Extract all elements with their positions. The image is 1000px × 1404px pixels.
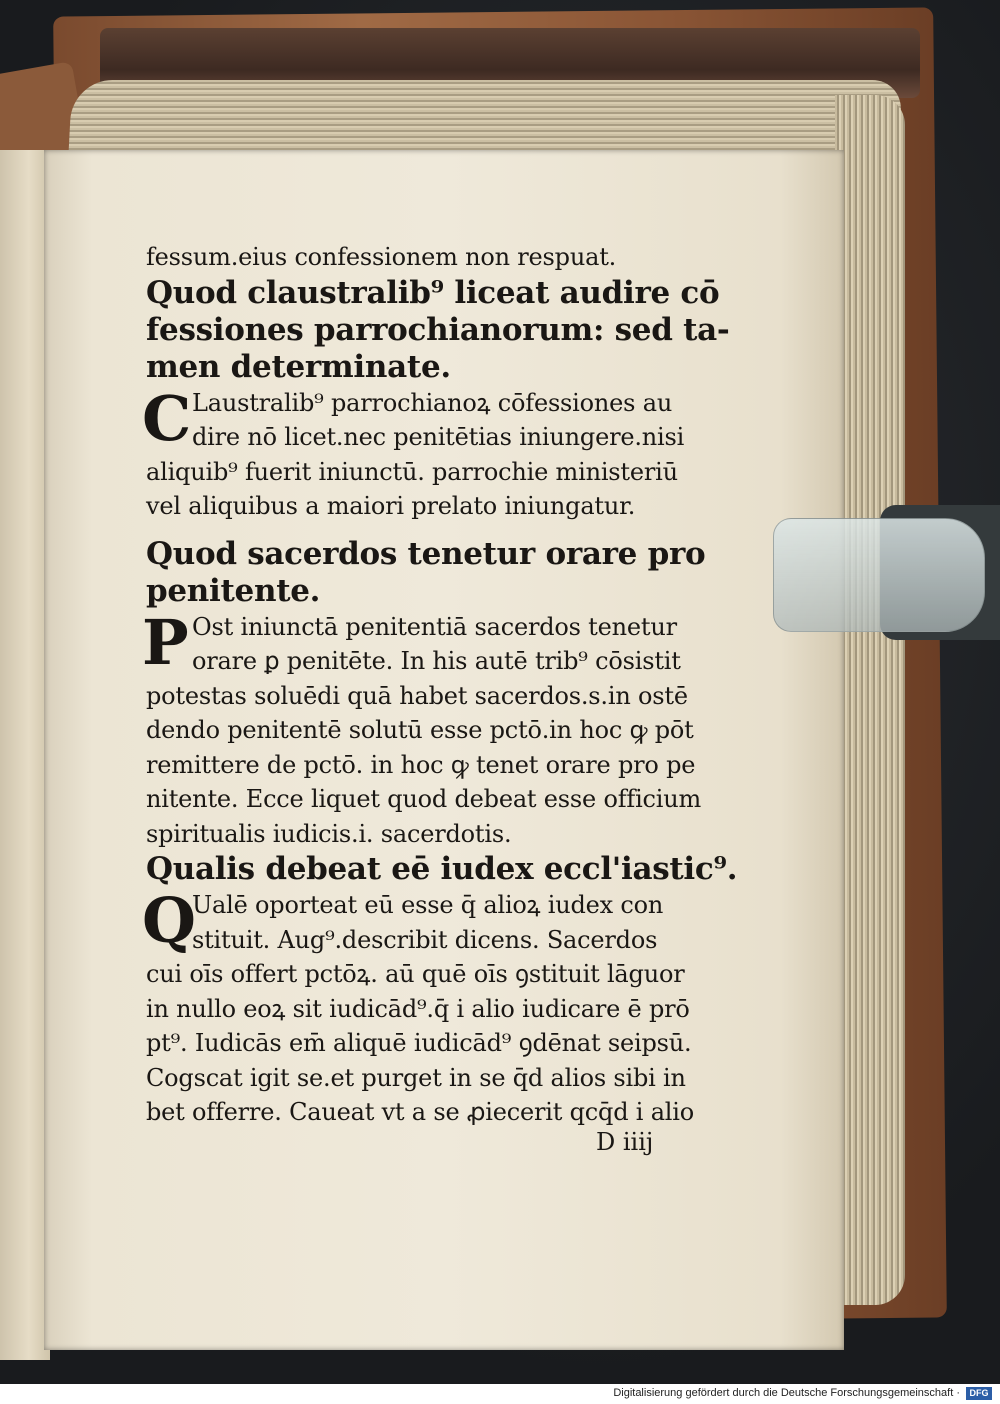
paragraph — [142, 605, 726, 852]
text-line: stituit. Aug⁹.describit dicens. Sacerdos — [192, 925, 658, 954]
page-edges-side — [835, 95, 905, 1305]
page-text — [142, 240, 738, 1130]
chapter-heading: Quod claustralib⁹ liceat audire cō — [146, 274, 720, 311]
chapter-heading: fessiones parrochianorum: sed ta- — [146, 311, 730, 348]
paragraph — [142, 884, 726, 1130]
text-line: vel aliquibus a maiori prelato iniungatur. — [146, 492, 636, 520]
text-line: bet offerre. Caueat vt a se ꝓiecerit qcq̄d i alio — [146, 1098, 695, 1126]
chapter-heading: Quod sacerdos tenetur orare pro — [146, 535, 706, 572]
left-page-sliver — [0, 150, 50, 1360]
text-line: fessum.eius confessionem non respuat. — [146, 243, 617, 271]
chapter-heading: Qualis debeat eē iudex eccl'iastic⁹. — [146, 851, 738, 887]
text-line: aliquib⁹ fuerit iniunctū. parrochie ministeriū — [146, 457, 678, 486]
footer-bar — [0, 1384, 1000, 1404]
text-line: orare ꝑ penitēte. In his autē trib⁹ cōsistit — [192, 647, 681, 675]
text-line: dendo penitentē solutū esse pctō.in hoc ꝙ pōt — [146, 716, 694, 744]
dfg-logo-icon: DFG — [966, 1387, 992, 1400]
signature-mark: D iiij — [596, 1128, 654, 1156]
initial-letter: C — [142, 381, 192, 455]
text-line: Cogscat igit se.et purget in se q̄d alios sibi in — [146, 1063, 686, 1092]
paragraph — [142, 381, 726, 524]
initial-letter: Q — [142, 884, 197, 957]
chapter-heading: penitente. — [146, 572, 321, 609]
text-line: in nullo eoꝝ sit iudicād⁹.q̄ i alio iudicare ē prō — [146, 994, 690, 1023]
text-line: potestas soluēdi quā habet sacerdos.s.in ostē — [146, 681, 688, 710]
text-line: remittere de pctō. in hoc ꝙ tenet orare pro pe — [146, 750, 696, 779]
text-line: pt⁹. Iudicās em̄ aliquē iudicād⁹ ꝯdēnat seipsū. — [146, 1029, 692, 1057]
chapter-heading: men determinate. — [146, 348, 451, 385]
text-line: Ualē oportеat eū esse q̄ alioꝝ iudex con — [192, 891, 664, 919]
bookmark-clip — [773, 518, 985, 632]
text-line: Ost iniunctā penitentiā sacerdos tenetur — [192, 612, 677, 641]
text-line: nitente. Ecce liquet quod debeat esse officium — [146, 785, 702, 813]
text-line: dire nō licet.nec penitētias iniungere.nisi — [192, 423, 685, 451]
text-line: cui oīs offert pctōꝝ. aū quē oīs ꝯstituit lāguor — [146, 960, 685, 988]
footer-credit: Digitalisierung gefördert durch die Deutsche Forschungsgemeinschaft · — [613, 1387, 960, 1399]
text-line: spiritualis iudicis.i. sacerdotis. — [146, 819, 512, 848]
text-line: Laustralib⁹ parrochianoꝝ cōfessiones au — [192, 388, 673, 417]
initial-letter: P — [142, 605, 189, 679]
